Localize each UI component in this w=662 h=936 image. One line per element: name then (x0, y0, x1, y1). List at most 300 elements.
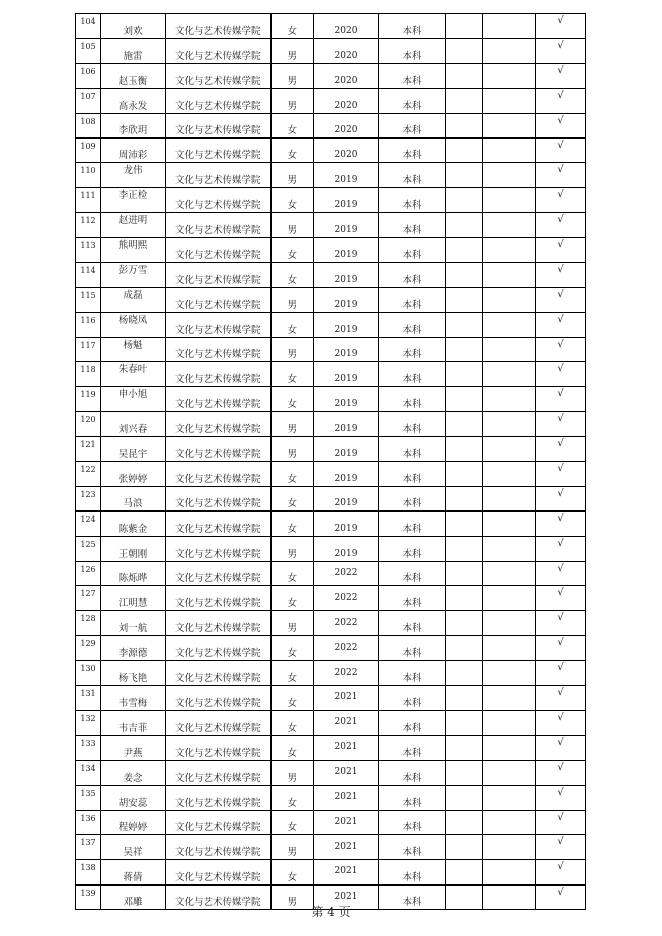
college-name: 文化与艺术传媒学院 (166, 113, 271, 138)
check-mark: √ (536, 536, 586, 561)
empty-cell (446, 686, 483, 711)
gender: 女 (271, 387, 314, 412)
check-mark: √ (536, 238, 586, 263)
college-name: 文化与艺术传媒学院 (166, 486, 271, 511)
gender: 女 (271, 785, 314, 810)
empty-cell (446, 163, 483, 188)
table-row (76, 312, 586, 337)
student-name: 龙伟 (101, 163, 166, 188)
college-name: 文化与艺术传媒学院 (166, 735, 271, 760)
education-level: 本科 (379, 536, 446, 561)
student-name: 赵进明 (101, 213, 166, 238)
gender: 男 (271, 38, 314, 63)
check-mark: √ (536, 38, 586, 63)
education-level: 本科 (379, 760, 446, 785)
check-mark: √ (536, 113, 586, 138)
row-number: 126 (76, 561, 101, 586)
gender: 男 (271, 885, 314, 910)
enrollment-year: 2020 (314, 113, 379, 138)
student-name: 吴祥 (101, 835, 166, 860)
education-level: 本科 (379, 462, 446, 487)
row-number: 124 (76, 511, 101, 536)
empty-cell (446, 362, 483, 387)
college-name: 文化与艺术传媒学院 (166, 387, 271, 412)
education-level: 本科 (379, 885, 446, 910)
college-name: 文化与艺术传媒学院 (166, 88, 271, 113)
row-number: 138 (76, 860, 101, 885)
gender: 女 (271, 661, 314, 686)
empty-cell (483, 511, 536, 536)
table-row (76, 188, 586, 213)
education-level: 本科 (379, 262, 446, 287)
gender: 女 (271, 262, 314, 287)
row-number: 132 (76, 710, 101, 735)
education-level: 本科 (379, 710, 446, 735)
check-mark: √ (536, 63, 586, 88)
check-mark: √ (536, 810, 586, 835)
empty-cell (446, 785, 483, 810)
enrollment-year: 2022 (314, 561, 379, 586)
table-row (76, 387, 586, 412)
row-number: 106 (76, 63, 101, 88)
enrollment-year: 2021 (314, 710, 379, 735)
row-number: 131 (76, 686, 101, 711)
gender: 女 (271, 113, 314, 138)
enrollment-year: 2019 (314, 387, 379, 412)
table-row (76, 486, 586, 511)
table-row (76, 238, 586, 263)
empty-cell (483, 437, 536, 462)
empty-cell (446, 835, 483, 860)
table-row (76, 412, 586, 437)
row-number: 127 (76, 586, 101, 611)
check-mark: √ (536, 835, 586, 860)
empty-cell (483, 686, 536, 711)
student-name: 胡安蕊 (101, 785, 166, 810)
row-number: 111 (76, 188, 101, 213)
empty-cell (483, 636, 536, 661)
empty-cell (446, 611, 483, 636)
education-level: 本科 (379, 387, 446, 412)
empty-cell (483, 835, 536, 860)
college-name: 文化与艺术传媒学院 (166, 138, 271, 163)
table-row (76, 462, 586, 487)
enrollment-year: 2020 (314, 14, 379, 39)
row-number: 112 (76, 213, 101, 238)
row-number: 120 (76, 412, 101, 437)
check-mark: √ (536, 661, 586, 686)
college-name: 文化与艺术传媒学院 (166, 835, 271, 860)
education-level: 本科 (379, 14, 446, 39)
check-mark: √ (536, 462, 586, 487)
enrollment-year: 2020 (314, 63, 379, 88)
student-name: 周沛彩 (101, 138, 166, 163)
college-name: 文化与艺术传媒学院 (166, 163, 271, 188)
check-mark: √ (536, 188, 586, 213)
education-level: 本科 (379, 636, 446, 661)
enrollment-year: 2019 (314, 337, 379, 362)
table-row (76, 287, 586, 312)
enrollment-year: 2021 (314, 735, 379, 760)
check-mark: √ (536, 686, 586, 711)
gender: 男 (271, 835, 314, 860)
row-number: 136 (76, 810, 101, 835)
enrollment-year: 2019 (314, 287, 379, 312)
empty-cell (483, 188, 536, 213)
college-name: 文化与艺术传媒学院 (166, 312, 271, 337)
enrollment-year: 2019 (314, 262, 379, 287)
education-level: 本科 (379, 561, 446, 586)
student-name: 刘兴春 (101, 412, 166, 437)
gender: 女 (271, 710, 314, 735)
check-mark: √ (536, 213, 586, 238)
empty-cell (446, 312, 483, 337)
empty-cell (446, 760, 483, 785)
empty-cell (483, 710, 536, 735)
student-name: 程婷婷 (101, 810, 166, 835)
empty-cell (483, 287, 536, 312)
check-mark: √ (536, 511, 586, 536)
gender: 女 (271, 312, 314, 337)
row-number: 125 (76, 536, 101, 561)
enrollment-year: 2019 (314, 238, 379, 263)
empty-cell (483, 362, 536, 387)
gender: 女 (271, 511, 314, 536)
check-mark: √ (536, 337, 586, 362)
empty-cell (483, 337, 536, 362)
table-row (76, 437, 586, 462)
gender: 女 (271, 810, 314, 835)
empty-cell (446, 735, 483, 760)
row-number: 116 (76, 312, 101, 337)
row-number: 105 (76, 38, 101, 63)
empty-cell (446, 710, 483, 735)
college-name: 文化与艺术传媒学院 (166, 238, 271, 263)
college-name: 文化与艺术传媒学院 (166, 63, 271, 88)
check-mark: √ (536, 860, 586, 885)
empty-cell (446, 213, 483, 238)
table-row (76, 88, 586, 113)
student-name: 陈烁晔 (101, 561, 166, 586)
enrollment-year: 2019 (314, 312, 379, 337)
row-number: 110 (76, 163, 101, 188)
enrollment-year: 2019 (314, 362, 379, 387)
empty-cell (446, 860, 483, 885)
college-name: 文化与艺术传媒学院 (166, 337, 271, 362)
table-row (76, 760, 586, 785)
table-row (76, 511, 586, 536)
check-mark: √ (536, 387, 586, 412)
enrollment-year: 2019 (314, 412, 379, 437)
row-number: 130 (76, 661, 101, 686)
check-mark: √ (536, 88, 586, 113)
education-level: 本科 (379, 785, 446, 810)
table-row (76, 735, 586, 760)
row-number: 115 (76, 287, 101, 312)
check-mark: √ (536, 885, 586, 910)
row-number: 134 (76, 760, 101, 785)
enrollment-year: 2019 (314, 536, 379, 561)
empty-cell (446, 561, 483, 586)
empty-cell (446, 661, 483, 686)
empty-cell (483, 661, 536, 686)
check-mark: √ (536, 287, 586, 312)
check-mark: √ (536, 760, 586, 785)
check-mark: √ (536, 486, 586, 511)
gender: 男 (271, 536, 314, 561)
student-name: 朱春叶 (101, 362, 166, 387)
empty-cell (483, 312, 536, 337)
student-name: 王朝刚 (101, 536, 166, 561)
check-mark: √ (536, 312, 586, 337)
empty-cell (483, 860, 536, 885)
student-name: 韦雪梅 (101, 686, 166, 711)
education-level: 本科 (379, 312, 446, 337)
check-mark: √ (536, 785, 586, 810)
college-name: 文化与艺术传媒学院 (166, 14, 271, 39)
empty-cell (446, 337, 483, 362)
empty-cell (446, 586, 483, 611)
college-name: 文化与艺术传媒学院 (166, 785, 271, 810)
table-row (76, 686, 586, 711)
college-name: 文化与艺术传媒学院 (166, 810, 271, 835)
empty-cell (483, 14, 536, 39)
check-mark: √ (536, 262, 586, 287)
empty-cell (483, 163, 536, 188)
empty-cell (446, 636, 483, 661)
enrollment-year: 2019 (314, 213, 379, 238)
table-row (76, 785, 586, 810)
empty-cell (483, 38, 536, 63)
gender: 男 (271, 63, 314, 88)
gender: 男 (271, 213, 314, 238)
empty-cell (483, 138, 536, 163)
row-number: 123 (76, 486, 101, 511)
gender: 女 (271, 362, 314, 387)
enrollment-year: 2021 (314, 835, 379, 860)
education-level: 本科 (379, 611, 446, 636)
empty-cell (446, 287, 483, 312)
enrollment-year: 2022 (314, 586, 379, 611)
empty-cell (446, 810, 483, 835)
gender: 女 (271, 561, 314, 586)
enrollment-year: 2019 (314, 486, 379, 511)
empty-cell (483, 88, 536, 113)
enrollment-year: 2022 (314, 611, 379, 636)
empty-cell (446, 511, 483, 536)
empty-cell (446, 63, 483, 88)
table-row (76, 63, 586, 88)
table-row (76, 38, 586, 63)
college-name: 文化与艺术传媒学院 (166, 860, 271, 885)
check-mark: √ (536, 710, 586, 735)
gender: 男 (271, 412, 314, 437)
table-row (76, 810, 586, 835)
gender: 男 (271, 760, 314, 785)
check-mark: √ (536, 611, 586, 636)
table-row (76, 636, 586, 661)
education-level: 本科 (379, 63, 446, 88)
empty-cell (483, 387, 536, 412)
enrollment-year: 2021 (314, 760, 379, 785)
empty-cell (483, 760, 536, 785)
empty-cell (483, 113, 536, 138)
empty-cell (446, 486, 483, 511)
education-level: 本科 (379, 337, 446, 362)
enrollment-year: 2022 (314, 636, 379, 661)
row-number: 108 (76, 113, 101, 138)
gender: 男 (271, 337, 314, 362)
table-row (76, 561, 586, 586)
row-number: 128 (76, 611, 101, 636)
empty-cell (483, 586, 536, 611)
college-name: 文化与艺术传媒学院 (166, 38, 271, 63)
student-name: 成磊 (101, 287, 166, 312)
student-name: 吴昆宇 (101, 437, 166, 462)
college-name: 文化与艺术传媒学院 (166, 362, 271, 387)
empty-cell (483, 536, 536, 561)
row-number: 137 (76, 835, 101, 860)
table-row (76, 262, 586, 287)
student-name: 韦吉菲 (101, 710, 166, 735)
empty-cell (446, 387, 483, 412)
student-name: 杨晓凤 (101, 312, 166, 337)
student-name: 赵玉衡 (101, 63, 166, 88)
row-number: 109 (76, 138, 101, 163)
education-level: 本科 (379, 437, 446, 462)
student-name: 刘一航 (101, 611, 166, 636)
empty-cell (446, 38, 483, 63)
college-name: 文化与艺术传媒学院 (166, 611, 271, 636)
gender: 女 (271, 686, 314, 711)
gender: 女 (271, 14, 314, 39)
row-number: 114 (76, 262, 101, 287)
page-footer: 第 4 页 (311, 905, 351, 919)
education-level: 本科 (379, 38, 446, 63)
college-name: 文化与艺术传媒学院 (166, 262, 271, 287)
education-level: 本科 (379, 113, 446, 138)
check-mark: √ (536, 586, 586, 611)
gender: 女 (271, 486, 314, 511)
table-row (76, 710, 586, 735)
check-mark: √ (536, 735, 586, 760)
empty-cell (483, 238, 536, 263)
student-name: 尹燕 (101, 735, 166, 760)
table-row (76, 586, 586, 611)
table-row (76, 113, 586, 138)
gender: 男 (271, 611, 314, 636)
enrollment-year: 2021 (314, 810, 379, 835)
gender: 女 (271, 188, 314, 213)
enrollment-year: 2021 (314, 885, 379, 910)
college-name: 文化与艺术传媒学院 (166, 412, 271, 437)
empty-cell (483, 561, 536, 586)
row-number: 121 (76, 437, 101, 462)
student-name: 江明慧 (101, 586, 166, 611)
row-number: 139 (76, 885, 101, 910)
row-number: 133 (76, 735, 101, 760)
empty-cell (446, 462, 483, 487)
college-name: 文化与艺术传媒学院 (166, 885, 271, 910)
education-level: 本科 (379, 238, 446, 263)
check-mark: √ (536, 14, 586, 39)
empty-cell (483, 810, 536, 835)
college-name: 文化与艺术传媒学院 (166, 287, 271, 312)
empty-cell (446, 262, 483, 287)
college-name: 文化与艺术传媒学院 (166, 636, 271, 661)
gender: 女 (271, 238, 314, 263)
gender: 女 (271, 462, 314, 487)
education-level: 本科 (379, 88, 446, 113)
table-row (76, 337, 586, 362)
empty-cell (446, 88, 483, 113)
college-name: 文化与艺术传媒学院 (166, 213, 271, 238)
gender: 女 (271, 586, 314, 611)
row-number: 118 (76, 362, 101, 387)
education-level: 本科 (379, 511, 446, 536)
college-name: 文化与艺术传媒学院 (166, 710, 271, 735)
college-name: 文化与艺术传媒学院 (166, 661, 271, 686)
student-name: 熊明熙 (101, 238, 166, 263)
education-level: 本科 (379, 486, 446, 511)
empty-cell (446, 412, 483, 437)
row-number: 119 (76, 387, 101, 412)
student-name: 陈紫金 (101, 511, 166, 536)
check-mark: √ (536, 362, 586, 387)
table-row (76, 661, 586, 686)
gender: 男 (271, 437, 314, 462)
check-mark: √ (536, 636, 586, 661)
enrollment-year: 2020 (314, 38, 379, 63)
table-row (76, 536, 586, 561)
empty-cell (446, 188, 483, 213)
education-level: 本科 (379, 810, 446, 835)
enrollment-year: 2019 (314, 462, 379, 487)
enrollment-year: 2021 (314, 860, 379, 885)
empty-cell (446, 14, 483, 39)
empty-cell (446, 437, 483, 462)
enrollment-year: 2019 (314, 163, 379, 188)
gender: 女 (271, 860, 314, 885)
student-name: 刘欢 (101, 14, 166, 39)
row-number: 104 (76, 14, 101, 39)
education-level: 本科 (379, 188, 446, 213)
student-table (75, 13, 586, 910)
student-name: 杨魁 (101, 337, 166, 362)
enrollment-year: 2021 (314, 785, 379, 810)
table-row (76, 860, 586, 885)
empty-cell (483, 611, 536, 636)
college-name: 文化与艺术传媒学院 (166, 462, 271, 487)
college-name: 文化与艺术传媒学院 (166, 536, 271, 561)
education-level: 本科 (379, 686, 446, 711)
empty-cell (483, 462, 536, 487)
gender: 男 (271, 287, 314, 312)
enrollment-year: 2020 (314, 88, 379, 113)
college-name: 文化与艺术传媒学院 (166, 586, 271, 611)
empty-cell (446, 113, 483, 138)
check-mark: √ (536, 412, 586, 437)
student-name: 李源德 (101, 636, 166, 661)
table-row (76, 163, 586, 188)
education-level: 本科 (379, 287, 446, 312)
gender: 女 (271, 138, 314, 163)
gender: 男 (271, 163, 314, 188)
table-row (76, 835, 586, 860)
student-name: 彭万雪 (101, 262, 166, 287)
empty-cell (483, 486, 536, 511)
check-mark: √ (536, 138, 586, 163)
